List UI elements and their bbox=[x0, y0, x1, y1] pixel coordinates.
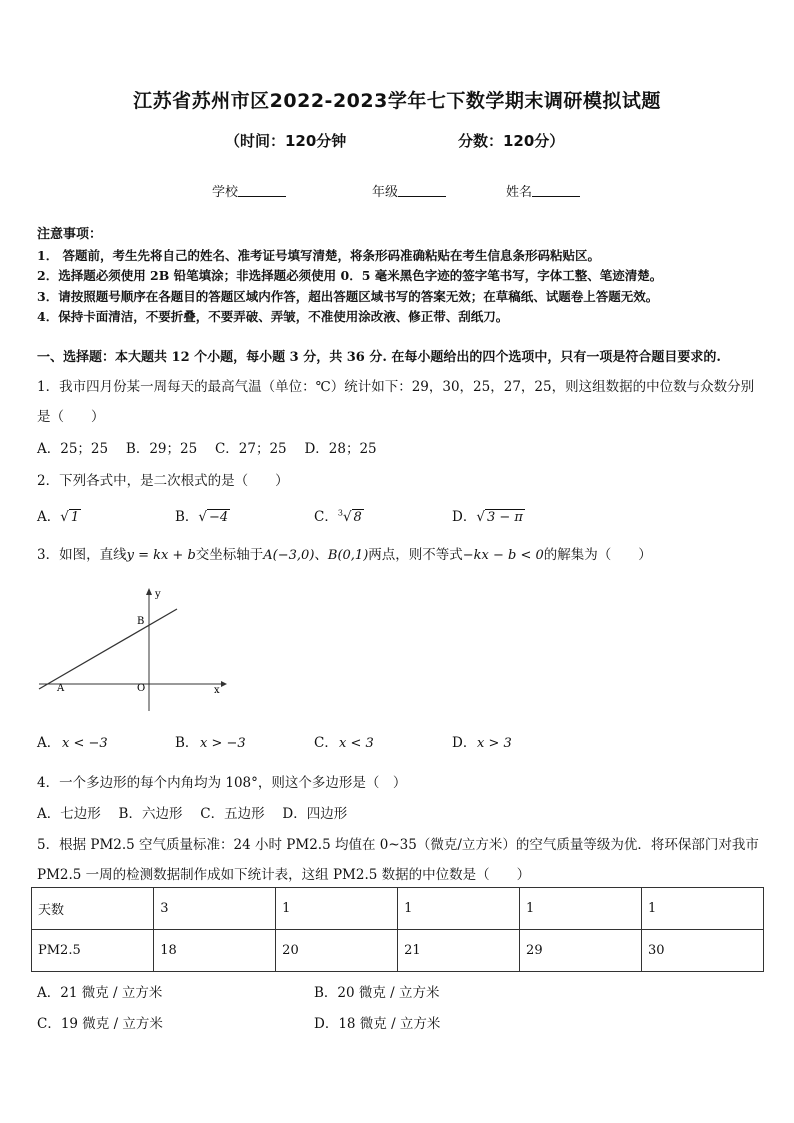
x-axis-label: x bbox=[214, 685, 220, 696]
q3-stem-c: 两点，则不等式 bbox=[368, 547, 463, 563]
q2-option-b-radicand: −4 bbox=[209, 510, 229, 525]
q3-point-b: B(0,1) bbox=[327, 548, 369, 563]
table-cell: 1 bbox=[641, 888, 763, 930]
q3-line-equation: y = kx + b bbox=[126, 548, 196, 563]
radical-icon: √ bbox=[198, 509, 208, 525]
grade-label: 年级 bbox=[372, 185, 399, 200]
table-cell: 29 bbox=[520, 930, 642, 972]
q5-option-d: D．18 微克 / 立方米 bbox=[314, 1016, 441, 1032]
q1-stem: 1．我市四月份某一周每天的最高气温（单位：℃）统计如下：29，30，25，27，25，则这组数据的中位数与众数分别 bbox=[37, 379, 755, 395]
q3-stem bbox=[37, 543, 652, 563]
table-cell: 3 bbox=[154, 888, 276, 930]
q4-options: A．七边形 B．六边形 C．五边形 D．四边形 bbox=[37, 806, 348, 822]
q5-option-c: C．19 微克 / 立方米 bbox=[37, 1016, 163, 1032]
page-title: 江苏省苏州市区2022-2023学年七下数学期末调研模拟试题 bbox=[133, 90, 661, 112]
table-cell: 18 bbox=[154, 930, 276, 972]
q2-option-a-radicand: 1 bbox=[70, 510, 80, 525]
table-cell: 1 bbox=[398, 888, 520, 930]
q3-option-d-math: x > 3 bbox=[477, 736, 512, 751]
q2-option-a-letter: A． bbox=[37, 509, 61, 525]
q3-option-a-math: x < −3 bbox=[62, 736, 108, 751]
q3-option-c-math: x < 3 bbox=[339, 736, 374, 751]
table-cell: 1 bbox=[520, 888, 642, 930]
q4-stem: 4．一个多边形的每个内角均为 108°，则这个多边形是（ ） bbox=[37, 775, 407, 791]
exam-score: 分数：120分） bbox=[458, 132, 565, 150]
table-cell: PM2.5 bbox=[32, 930, 154, 972]
q5-option-b: B．20 微克 / 立方米 bbox=[314, 985, 440, 1001]
q1-stem-cont: 是（ ） bbox=[37, 409, 105, 425]
table-cell: 30 bbox=[641, 930, 763, 972]
exam-time: （时间：120分钟 bbox=[225, 132, 347, 150]
q5-stem-cont: PM2.5 一周的检测数据制作成如下统计表，这组 PM2.5 数据的中位数是（ ） bbox=[37, 867, 531, 883]
q3-option-c bbox=[314, 731, 338, 751]
notice-heading: 注意事项： bbox=[37, 227, 103, 242]
notice-item: 2．选择题必须使用 2B 铅笔填涂；非选择题必须使用 0．5 毫米黑色字迹的签字笔书写，字体工整、笔迹清楚。 bbox=[37, 268, 663, 283]
q2-option-b bbox=[175, 505, 230, 525]
notice-item: 4．保持卡面清洁，不要折叠，不要弄破、弄皱，不准使用涂改液、修正带、刮纸刀。 bbox=[37, 309, 509, 324]
school-label: 学校 bbox=[212, 185, 239, 200]
name-label: 姓名 bbox=[506, 185, 533, 200]
q2-option-c-radicand: 8 bbox=[353, 510, 362, 525]
name-blank[interactable] bbox=[532, 184, 580, 197]
q2-option-a bbox=[37, 505, 81, 525]
x-axis-arrow-icon bbox=[221, 681, 227, 687]
origin-label: O bbox=[137, 683, 146, 694]
point-a-label: A bbox=[57, 683, 65, 694]
line-y-kx-b bbox=[39, 609, 177, 689]
q2-option-d-letter: D． bbox=[452, 509, 477, 525]
q2-option-d-radicand: 3 − π bbox=[486, 510, 523, 525]
y-axis-arrow-icon bbox=[146, 588, 152, 595]
point-b-label: B bbox=[137, 616, 145, 627]
table-cell: 21 bbox=[398, 930, 520, 972]
q2-stem: 2．下列各式中，是二次根式的是（ ） bbox=[37, 473, 289, 489]
school-field[interactable] bbox=[212, 181, 286, 200]
q3-graph bbox=[33, 583, 233, 713]
q1-options: A．25；25 B．29；25 C．27；25 D．28；25 bbox=[37, 441, 377, 457]
q3-point-a: A(−3,0) bbox=[263, 548, 315, 563]
radical-icon: √ bbox=[60, 509, 69, 525]
q3-option-a-letter: A． bbox=[37, 735, 61, 751]
q3-option-b-math: x > −3 bbox=[200, 736, 246, 751]
q3-stem-d: 的解集为（ ） bbox=[543, 547, 652, 563]
table-row bbox=[32, 930, 764, 972]
notice-item: 3．请按照题号顺序在各题目的答题区域内作答，超出答题区域书写的答案无效；在草稿纸、试题卷上答题无效。 bbox=[37, 289, 659, 304]
section-heading: 一、选择题：本大题共 12 个小题，每小题 3 分，共 36 分. 在每小题给出的四个选项中，只有一项是符合题目要求的. bbox=[37, 350, 721, 365]
radical-icon: √ bbox=[342, 509, 352, 525]
name-field[interactable] bbox=[506, 181, 580, 200]
q2-option-b-letter: B． bbox=[175, 509, 199, 525]
table-cell: 天数 bbox=[32, 888, 154, 930]
q3-option-a bbox=[37, 731, 60, 751]
q3-stem-a: 3．如图，直线 bbox=[37, 547, 127, 563]
q3-option-d bbox=[452, 731, 476, 751]
table-cell: 20 bbox=[276, 930, 398, 972]
q3-separator: 、 bbox=[314, 547, 328, 563]
grade-field[interactable] bbox=[372, 181, 446, 200]
school-blank[interactable] bbox=[238, 184, 286, 197]
radical-icon: √ bbox=[476, 509, 485, 525]
q2-option-c bbox=[314, 505, 364, 525]
q3-option-d-letter: D． bbox=[452, 735, 477, 751]
q5-option-a: A．21 微克 / 立方米 bbox=[37, 985, 163, 1001]
q3-option-b bbox=[175, 731, 198, 751]
q2-option-c-letter: C． bbox=[314, 509, 338, 525]
q3-inequality: −kx − b < 0 bbox=[462, 548, 544, 563]
q3-option-c-letter: C． bbox=[314, 735, 338, 751]
q3-stem-b: 交坐标轴于 bbox=[195, 547, 264, 563]
notice-item: 1． 答题前，考生先将自己的姓名、准考证号填写清楚，将条形码准确粘贴在考生信息条形码粘贴区。 bbox=[37, 248, 601, 263]
pm25-table bbox=[31, 887, 764, 972]
y-axis-label: y bbox=[155, 589, 161, 600]
q3-option-b-letter: B． bbox=[175, 735, 199, 751]
grade-blank[interactable] bbox=[398, 184, 446, 197]
table-row bbox=[32, 888, 764, 930]
q5-stem: 5．根据 PM2.5 空气质量标准：24 小时 PM2.5 均值在 0~35（微克/立方米）的空气质量等级为优．将环保部门对我市 bbox=[37, 837, 759, 853]
table-cell: 1 bbox=[276, 888, 398, 930]
q2-option-d bbox=[452, 505, 525, 525]
q2-option-c-index: 3 bbox=[337, 508, 343, 518]
